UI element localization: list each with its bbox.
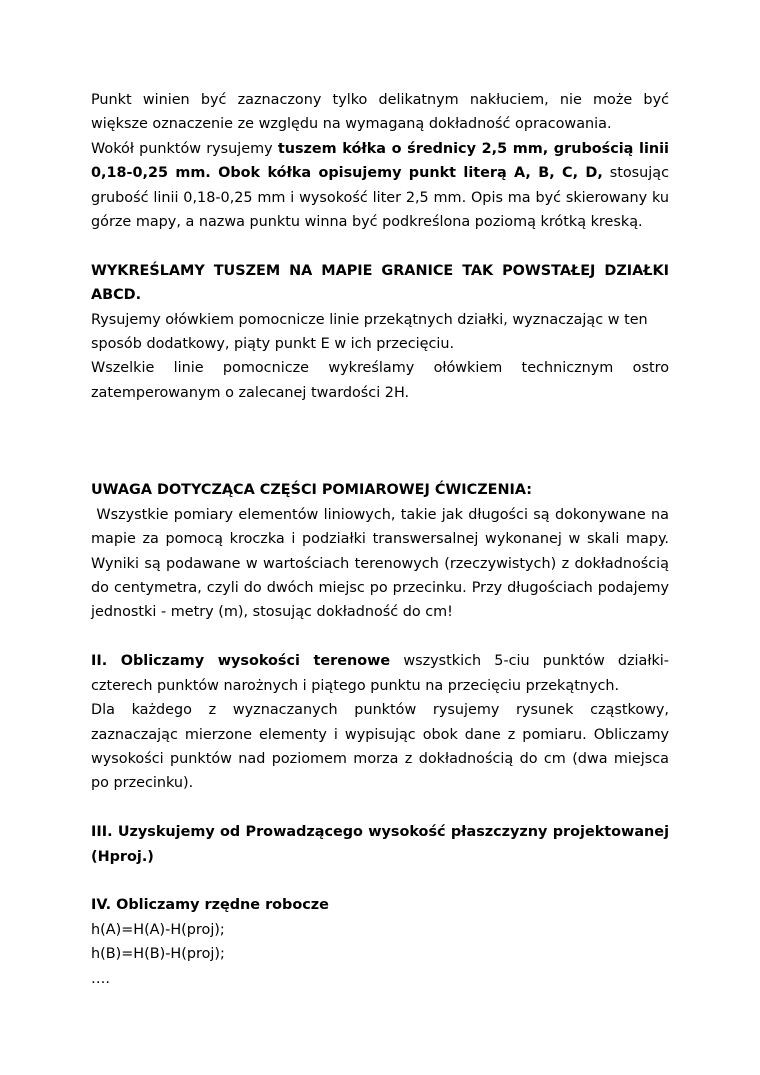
heading-text: III. Uzyskujemy od Prowadzącego wysokość płaszczyzny projektowanej (Hproj.)	[91, 824, 669, 865]
spacer-large	[91, 405, 669, 478]
spacer	[91, 234, 669, 258]
border-line-2: sposób dodatkowy, piąty punkt E w ich przecięciu.	[91, 336, 455, 353]
section-ii-text: wszystkich 5-ciu punktów działki- czterech punktów narożnych i piątego punktu na przecięciu przekątnych.	[91, 653, 669, 694]
paragraph-text-tail: stosując grubość linii 0,18-0,25 mm i wysokość liter 2,5 mm. Opis ma być skierowany ku górze mapy, a nazwa punktu winna być podkreślona poziomą krótką kreską.	[91, 165, 669, 231]
formula-line-a: h(A)=H(A)-H(proj);	[91, 921, 225, 938]
paragraph-text-bold: tuszem kółka o średnicy 2,5 mm, grubością linii 0,18-0,25 mm. Obok kółka opisujemy punkt literą A, B, C, D,	[91, 140, 669, 182]
section-ii-paragraph-2: Dla każdego z wyznaczanych punktów rysujemy rysunek cząstkowy, zaznaczając mierzone elementy i wypisując obok dane z pomiaru. Obliczamy wysokości punktów nad poziomem morza z dokładnością do cm (dwa miejsca po przecinku).	[91, 702, 669, 792]
spacer	[91, 796, 669, 820]
heading-text: WYKREŚLAMY TUSZEM NA MAPIE GRANICE TAK POWSTAŁEJ DZIAŁKI ABCD.	[91, 262, 669, 304]
document-page	[91, 88, 674, 991]
section-iv-heading	[91, 893, 669, 917]
border-line-4: zatemperowanym o zalecanej twardości 2H.	[91, 384, 410, 401]
formula-line-b: h(B)=H(B)-H(proj);	[91, 946, 225, 963]
section-ii-heading: II. Obliczamy wysokości terenowe	[91, 653, 391, 670]
paragraph-text: Punkt winien być zaznaczony tylko delikatnym nakłuciem, nie może być większe oznaczenie ze względu na wymaganą dokładność opracowania.	[91, 92, 669, 133]
heading-text: IV. Obliczamy rzędne robocze	[91, 897, 329, 914]
section-ii-paragraph	[91, 649, 669, 698]
note-paragraph: Wszystkie pomiary elementów liniowych, takie jak długości są dokonywane na mapie za pomocą kroczka i podziałki transwersalnej wykonanej w skali mapy. Wyniki są podawane w wartościach terenowych (rzeczywistych) z dokładnością do centymetra, czyli do dwóch miejsc po przecinku. Przy długościach podajemy jednostki - metry (m), stosując dokładność do cm!	[91, 506, 674, 621]
section-heading-note	[91, 478, 669, 502]
spacer	[91, 625, 669, 649]
heading-text: UWAGA DOTYCZĄCA CZĘŚCI POMIAROWEJ ĆWICZENIA:	[91, 482, 533, 499]
section-heading-border	[91, 259, 669, 308]
paragraph-text-lead: Wokół punktów rysujemy	[91, 140, 278, 157]
border-line-1: Rysujemy ołówkiem pomocnicze linie przekątnych działki, wyznaczając w ten	[91, 311, 648, 328]
spacer	[91, 869, 669, 893]
formula-ellipsis: ….	[91, 970, 110, 987]
paragraph-point-marking	[91, 88, 669, 137]
border-line-3: Wszelkie linie pomocnicze wykreślamy ołówkiem technicznym ostro	[91, 360, 669, 377]
paragraph-point-drawing	[91, 137, 669, 235]
section-iii-heading	[91, 820, 669, 869]
